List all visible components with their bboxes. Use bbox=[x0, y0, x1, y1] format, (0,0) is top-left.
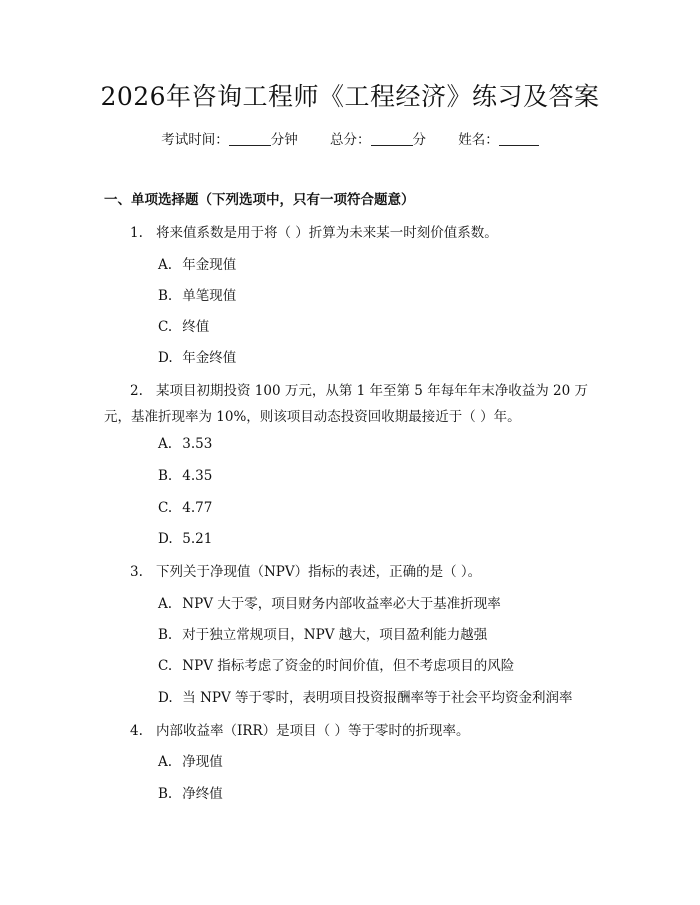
option-text: 4.35 bbox=[182, 468, 213, 484]
section-heading: 一、单项选择题（下列选项中，只有一项符合题意） bbox=[104, 192, 415, 208]
option-text: 对于独立常规项目，NPV 越大，项目盈利能力越强 bbox=[182, 627, 488, 643]
option-4b[interactable] bbox=[158, 784, 223, 804]
question-stem: 内部收益率（IRR）是项目（ ）等于零时的折现率。 bbox=[156, 723, 470, 739]
option-3a[interactable] bbox=[158, 594, 501, 614]
option-text: 当 NPV 等于零时，表明项目投资报酬率等于社会平均资金利润率 bbox=[182, 690, 573, 706]
option-text: 净终值 bbox=[182, 786, 223, 802]
exam-meta bbox=[0, 130, 700, 150]
option-3c[interactable] bbox=[158, 656, 514, 676]
option-letter: D. bbox=[158, 531, 173, 547]
option-1a[interactable] bbox=[158, 255, 236, 275]
option-letter: B. bbox=[158, 786, 173, 802]
exam-time-label: 考试时间： bbox=[161, 132, 229, 148]
option-text: NPV 大于零，项目财务内部收益率必大于基准折现率 bbox=[182, 596, 501, 612]
option-letter: D. bbox=[158, 690, 173, 706]
option-letter: B. bbox=[158, 468, 173, 484]
option-2b[interactable] bbox=[158, 466, 212, 486]
option-letter: B. bbox=[158, 288, 173, 304]
option-4a[interactable] bbox=[158, 752, 223, 772]
question-2 bbox=[104, 380, 596, 428]
question-stem: 将来值系数是用于将（ ）折算为未来某一时刻价值系数。 bbox=[156, 225, 498, 241]
question-number: 1. bbox=[130, 225, 143, 241]
option-text: NPV 指标考虑了资金的时间价值，但不考虑项目的风险 bbox=[182, 658, 515, 674]
question-4 bbox=[104, 720, 596, 742]
option-3b[interactable] bbox=[158, 625, 487, 645]
option-1d[interactable] bbox=[158, 348, 236, 368]
option-letter: A. bbox=[158, 596, 173, 612]
total-score-unit: 分 bbox=[412, 132, 426, 148]
option-2d[interactable] bbox=[158, 529, 212, 549]
total-score-blank[interactable] bbox=[371, 131, 413, 146]
question-stem-line-2: 元，基准折现率为 10%，则该项目动态投资回收期最接近于（ ）年。 bbox=[104, 409, 521, 425]
option-letter: A. bbox=[158, 257, 173, 273]
option-2c[interactable] bbox=[158, 498, 212, 518]
option-letter: A. bbox=[158, 754, 173, 770]
name-field bbox=[458, 130, 539, 150]
question-stem: 下列关于净现值（NPV）指标的表述，正确的是（ ）。 bbox=[156, 564, 482, 580]
total-score-field bbox=[330, 130, 426, 150]
option-text: 终值 bbox=[182, 319, 210, 335]
question-1 bbox=[104, 222, 596, 244]
option-text: 4.77 bbox=[182, 500, 213, 516]
question-number: 4. bbox=[130, 723, 143, 739]
option-letter: A. bbox=[158, 436, 173, 452]
option-text: 年金终值 bbox=[182, 350, 237, 366]
option-2a[interactable] bbox=[158, 434, 212, 454]
option-1b[interactable] bbox=[158, 286, 236, 306]
document-title: 2026年咨询工程师《工程经济》练习及答案 bbox=[100, 82, 600, 111]
exam-time-blank[interactable] bbox=[229, 131, 271, 146]
question-3 bbox=[104, 561, 596, 583]
option-3d[interactable] bbox=[158, 688, 573, 708]
total-score-label: 总分： bbox=[330, 132, 371, 148]
question-number: 3. bbox=[130, 564, 143, 580]
option-letter: C. bbox=[158, 500, 173, 516]
exam-time-unit: 分钟 bbox=[270, 132, 298, 148]
name-label: 姓名： bbox=[458, 132, 499, 148]
question-stem: 某项目初期投资 100 万元，从第 1 年至第 5 年每年年末净收益为 20 万 bbox=[156, 383, 588, 399]
option-letter: D. bbox=[158, 350, 173, 366]
option-text: 净现值 bbox=[182, 754, 223, 770]
option-text: 单笔现值 bbox=[182, 288, 237, 304]
option-text: 年金现值 bbox=[182, 257, 237, 273]
option-text: 3.53 bbox=[182, 436, 213, 452]
option-letter: C. bbox=[158, 319, 173, 335]
option-letter: B. bbox=[158, 627, 173, 643]
exam-time-field bbox=[161, 130, 298, 150]
question-stem-line-1 bbox=[104, 380, 596, 402]
question-number: 2. bbox=[130, 383, 143, 399]
option-1c[interactable] bbox=[158, 317, 209, 337]
option-text: 5.21 bbox=[182, 531, 213, 547]
name-blank[interactable] bbox=[499, 131, 539, 146]
option-letter: C. bbox=[158, 658, 173, 674]
